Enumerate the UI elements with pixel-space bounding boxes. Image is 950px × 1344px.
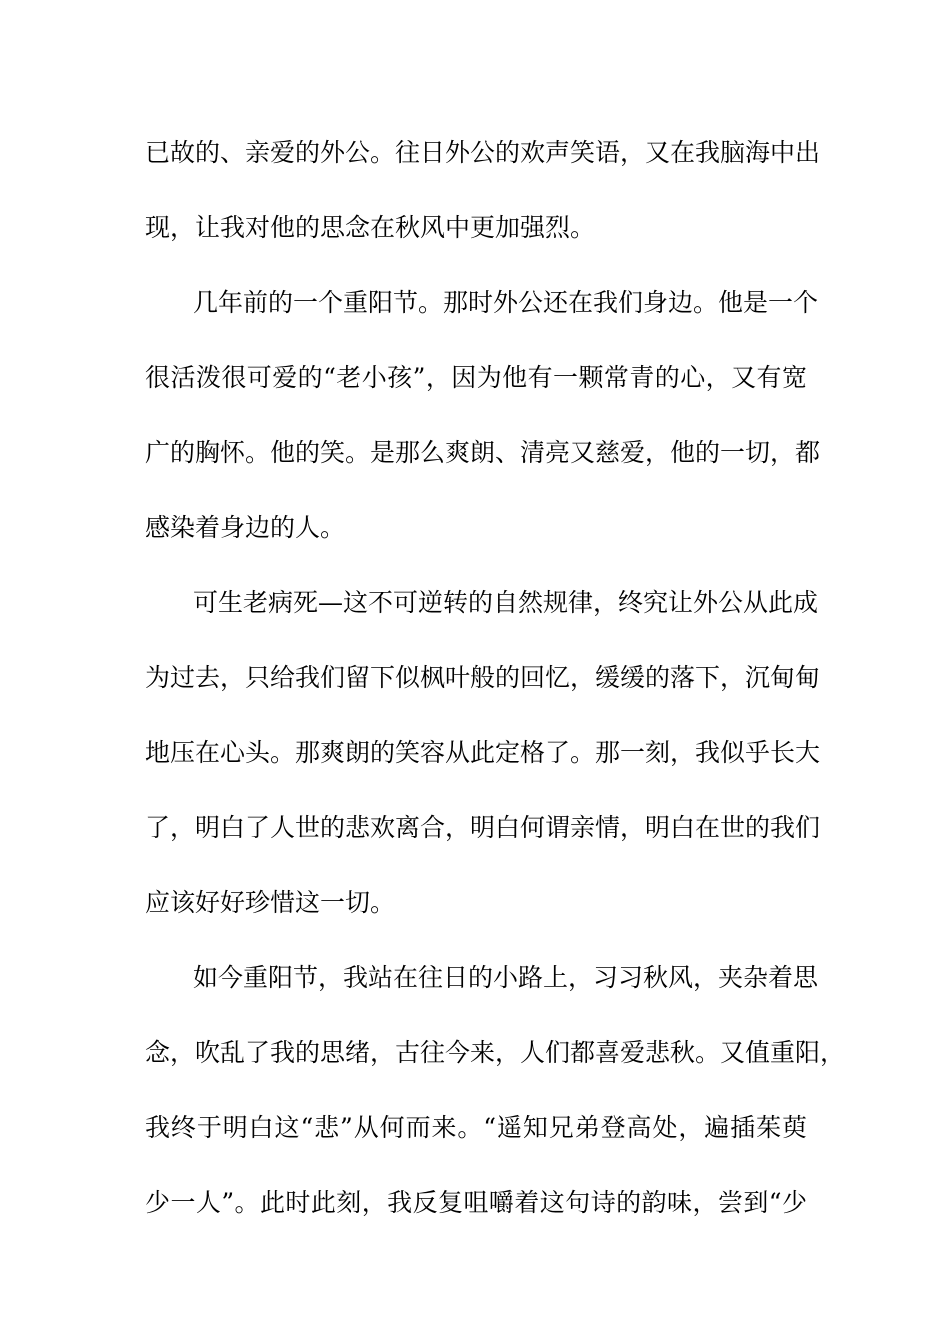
paragraph-first-line: 几年前的一个重阳节。那时外公还在我们身边。他是一个 <box>193 288 819 317</box>
text-line: 我终于明白这“悲”从何而来。“遥知兄弟登高处，遍插茱萸 <box>145 1113 807 1142</box>
text-line: 感染着身边的人。 <box>145 513 346 542</box>
text-line: 少一人”。此时此刻，我反复咀嚼着这句诗的韵味，尝到“少 <box>145 1188 807 1217</box>
text-line: 已故的、亲爱的外公。往日外公的欢声笑语，又在我脑海中出 <box>145 138 821 167</box>
paragraph-first-line: 如今重阳节，我站在往日的小路上，习习秋风，夹杂着思 <box>193 963 819 992</box>
document-body <box>145 132 846 1257</box>
text-line: 应该好好珍惜这一切。 <box>145 888 396 917</box>
text-line: 为过去，只给我们留下似枫叶般的回忆，缓缓的落下，沉甸甸 <box>145 663 821 692</box>
text-line: 很活泼很可爱的“老小孩”，因为他有一颗常青的心，又有宽 <box>145 363 807 392</box>
paragraph-first-line: 可生老病死—这不可逆转的自然规律，终究让外公从此成 <box>193 588 819 617</box>
text-line: 地压在心头。那爽朗的笑容从此定格了。那一刻，我似乎长大 <box>145 738 821 767</box>
text-line: 了，明白了人世的悲欢离合，明白何谓亲情，明白在世的我们 <box>145 813 821 842</box>
text-line: 现，让我对他的思念在秋风中更加强烈。 <box>145 213 596 242</box>
text-line: 广的胸怀。他的笑。是那么爽朗、清亮又慈爱，他的一切，都 <box>145 438 821 467</box>
text-line: 念，吹乱了我的思绪，古往今来，人们都喜爱悲秋。又值重阳， <box>145 1038 846 1067</box>
